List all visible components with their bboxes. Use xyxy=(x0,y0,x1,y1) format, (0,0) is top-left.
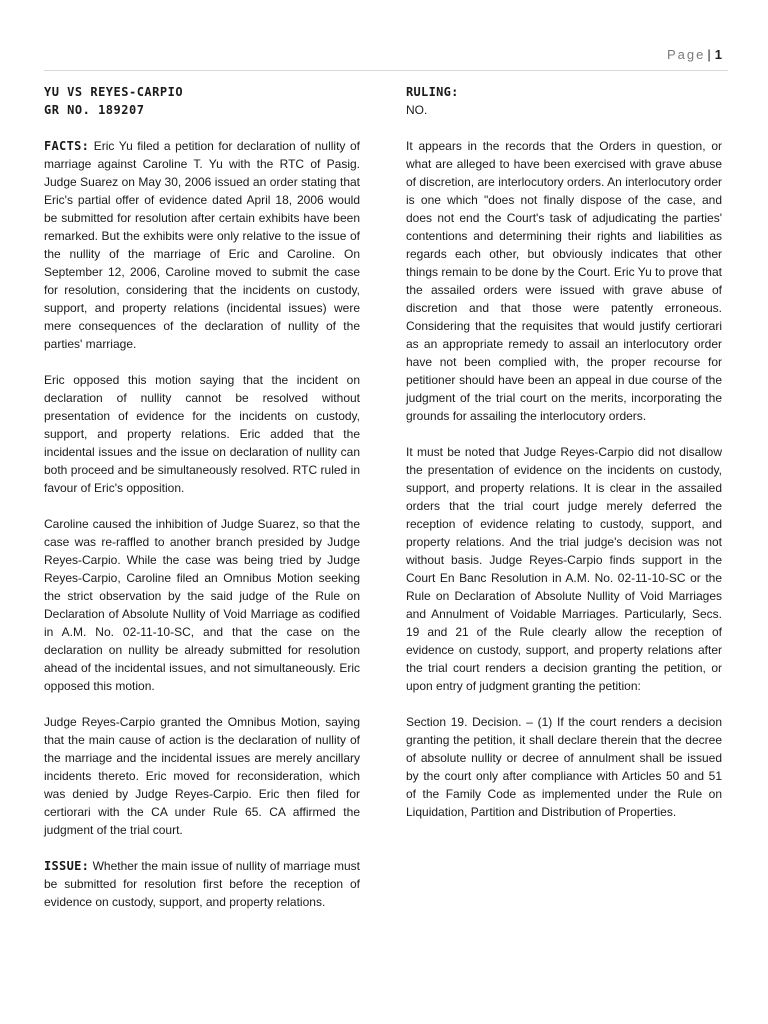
facts-paragraph-2: Eric opposed this motion saying that the incident on declaration of nullity cannot be resolved without presentation of evidence for the incidents on custody, support, and property relations. Eric added that the incidental issues and the issue on declaration of nullity can both proceed and be simultaneously resolved. RTC ruled in favour of Eric's opposition. xyxy=(44,373,360,495)
facts-paragraph-1 xyxy=(44,137,360,353)
ruling-label: RULING: xyxy=(406,85,459,99)
facts-text-1: Eric Yu filed a petition for declaration of nullity of marriage against Caroline T. Yu with the RTC of Pasig. Judge Suarez on May 30, 2006 issued an order stating that Eric's partial offer of evidence dated April 18, 2006 would be submitted for resolution after certain exhibits have been remarked. But the exhibits were only relative to the issue of the nullity of the marriage of Eric and Caroline. On September 12, 2006, Caroline moved to submit the case for resolution, considering that the incidents on custody, support, and property relations (incidental issues) were mere consequences of the declaration of nullity of the parties' marriage. xyxy=(44,139,360,351)
issue-paragraph xyxy=(44,857,360,911)
facts-label: FACTS: xyxy=(44,139,90,153)
left-column xyxy=(44,83,360,929)
ruling-paragraph-3: Section 19. Decision. – (1) If the court renders a decision granting the petition, it shall declare therein that the decree of absolute nullity or decree of annulment shall be issued by the court only after compliance with Articles 50 and 51 of the Family Code as implemented under the Rule on Liquidation, Partition and Distribution of Properties. xyxy=(406,715,722,819)
ruling-block xyxy=(406,83,722,119)
ruling-paragraph-1: It appears in the records that the Orders in question, or what are alleged to have been exercised with grave abuse of discretion, are interlocutory orders. An interlocutory order is one which "does not finally dispose of the case, and does not end the Court's task of adjudicating the parties' contentions and determining their rights and liabilities as regards each other, but obviously indicates that other things remain to be done by the Court. Eric Yu to prove that the assailed orders were issued with grave abuse of discretion and that those were patently erroneous. Considering that the requisites that would justify certiorari as an appropriate remedy to assail an interlocutory order have not been complied with, the proper recourse for petitioner should have been an appeal in due course of the judgment of the trial court on the merits, incorporating the grounds for assailing the interlocutory orders. xyxy=(406,139,722,423)
facts-paragraph-4: Judge Reyes-Carpio granted the Omnibus Motion, saying that the main cause of action is the declaration of nullity of the marriage and the incidental issues are merely ancillary incidents thereto. Eric moved for reconsideration, which was denied by Judge Reyes-Carpio. Eric then filed for certiorari with the CA under Rule 65. CA affirmed the judgment of the trial court. xyxy=(44,715,360,837)
issue-text: Whether the main issue of nullity of marriage must be submitted for resolution first before the reception of evidence on custody, support, and property relations. xyxy=(44,859,360,909)
case-title: YU VS REYES-CARPIO xyxy=(44,85,184,99)
page-header xyxy=(667,47,722,62)
right-column xyxy=(406,83,722,839)
ruling-paragraph-2: It must be noted that Judge Reyes-Carpio did not disallow the presentation of evidence on the incidents on custody, support, and property relations. It is clear in the assailed orders that the trial court judge merely deferred the reception of evidence relating to custody, support, and property relations. And the trial judge's decision was not without basis. Judge Reyes-Carpio finds support in the Court En Banc Resolution in A.M. No. 02-11-10-SC or the Rule on Declaration of Absolute Nullity of Void Marriages and Annulment of Voidable Marriages. Particularly, Secs. 19 and 21 of the Rule clearly allow the reception of evidence on custody, support, and property relations after the trial court renders a decision granting the petition, or upon entry of judgment granting the petition: xyxy=(406,445,722,693)
issue-label: ISSUE: xyxy=(44,859,90,873)
ruling-answer: NO. xyxy=(406,103,428,117)
facts-paragraph-3: Caroline caused the inhibition of Judge Suarez, so that the case was re-raffled to another branch presided by Judge Reyes-Carpio. While the case was being tried by Judge Reyes-Carpio, Caroline filed an Omnibus Motion seeking the strict observation by the said judge of the Rule on Declaration of Absolute Nullity of Void Marriage as codified in A.M. No. 02-11-10-SC, and that the case on the declaration on nullity be already submitted for resolution ahead of the incidental issues, and not simultaneously. Eric opposed this motion. xyxy=(44,517,360,693)
page-separator: | xyxy=(707,47,711,62)
gr-number: GR NO. 189207 xyxy=(44,103,145,117)
case-title-block xyxy=(44,83,360,119)
page-number: 1 xyxy=(714,47,722,62)
header-rule xyxy=(44,70,728,71)
page-label: Page xyxy=(667,47,706,62)
